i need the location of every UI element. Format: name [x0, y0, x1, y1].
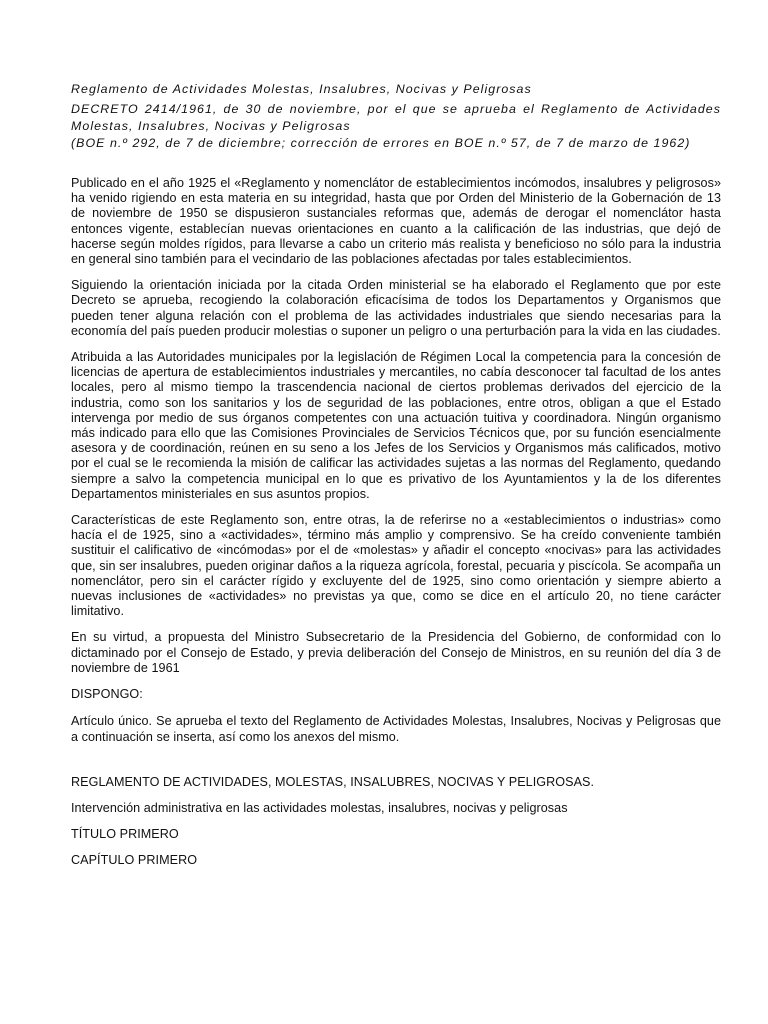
articulo-unico: Artículo único. Se aprueba el texto del Reglamento de Actividades Molestas, Insalubres, Nocivas y Peligrosas que a continuación se inserta, así como los anexos del mismo. — [71, 714, 721, 744]
document-page — [71, 81, 721, 880]
dispongo-heading: DISPONGO: — [71, 687, 143, 702]
document-title: Reglamento de Actividades Molestas, Insalubres, Nocivas y Peligrosas — [71, 82, 532, 96]
boe-reference: (BOE n.º 292, de 7 de diciembre; corrección de errores en BOE n.º 57, de 7 de marzo de 1962) — [71, 136, 691, 150]
paragraph-5: En su virtud, a propuesta del Ministro Subsecretario de la Presidencia del Gobierno, de conformidad con lo dictaminado por el Consejo de Estado, y previa deliberación del Consejo de Ministros, en su reunión del día 3 de noviembre de 1961 — [71, 630, 721, 675]
document-body — [71, 176, 721, 869]
titulo-heading: TÍTULO PRIMERO — [71, 827, 179, 842]
paragraph-1: Publicado en el año 1925 el «Reglamento y nomenclátor de establecimientos incómodos, insalubres y peligrosos» ha venido rigiendo en esta materia en su integridad, hasta que por Orden del Ministerio de la Gobernación de 13 de noviembre de 1950 se dispusieron sustanciales reformas que, además de derogar el nomenclátor hasta entonces vigente, establecían nuevas orientaciones en cuanto a la calificación de las industrias, que dejó de hacerse según moldes rígidos, para llevarse a cabo un criterio más realista y beneficioso no sólo para la industria en general sino también para el vecindario de las poblaciones afectadas por tales establecimientos. — [71, 176, 721, 267]
reglamento-subtitle: Intervención administrativa en las actividades molestas, insalubres, nocivas y peligrosas — [71, 800, 568, 815]
document-header — [71, 81, 721, 152]
reglamento-title: REGLAMENTO DE ACTIVIDADES, MOLESTAS, INSALUBRES, NOCIVAS Y PELIGROSAS. — [71, 774, 595, 789]
capitulo-heading: CAPÍTULO PRIMERO — [71, 853, 198, 868]
decree-heading: DECRETO 2414/1961, de 30 de noviembre, por el que se aprueba el Reglamento de Actividades Molestas, Insalubres, Nocivas y Peligrosas — [71, 102, 721, 133]
paragraph-3: Atribuida a las Autoridades municipales por la legislación de Régimen Local la competencia para la concesión de licencias de apertura de establecimientos industriales y mercantiles, no cabía desconocer tal facultad de los antes locales, pero al mismo tiempo la trascendencia nacional de ciertos problemas derivados del ejercicio de la industria, como son los sanitarios y los de seguridad de las poblaciones, entre otros, obligan a que el Estado intervenga por medio de sus órganos competentes con una actuación tuitiva y coordinadora. Ningún organismo más indicado para ello que las Comisiones Provinciales de Servicios Técnicos que, por su función esencialmente asesora y de coordinación, reúnen en su seno a los Jefes de los Servicios y Organismos más calificados, motivo por el cual se le recomienda la misión de calificar las actividades sujetas a las normas del Reglamento, quedando siempre a salvo la competencia municipal en lo que es privativo de los Ayuntamientos y la de los diferentes Departamentos ministeriales en sus asuntos propios. — [71, 350, 721, 501]
paragraph-2: Siguiendo la orientación iniciada por la citada Orden ministerial se ha elaborado el Reglamento que por este Decreto se aprueba, recogiendo la colaboración eficacísima de todos los Departamentos y Organismos que pueden tener alguna relación con el problema de las actividades industriales que siendo necesarias para la economía del país pueden producir molestias o suponer un peligro o una perturbación para la vida en las ciudades. — [71, 278, 721, 338]
paragraph-4: Características de este Reglamento son, entre otras, la de referirse no a «establecimientos o industrias» como hacía el de 1925, sino a «actividades», término más amplio y comprensivo. Se ha creído conveniente también sustituir el calificativo de «incómodas» por el de «molestas» y añadir el concepto «nocivas» para las actividades que, sin ser insalubres, pueden originar daños a la riqueza agrícola, forestal, pecuaria y piscícola. Se acompaña un nomenclátor, pero sin el carácter rígido y excluyente del de 1925, sino como orientación y siempre abierto a nuevas inclusiones de «actividades» no previstas ya que, como se dice en el artículo 20, no tiene carácter limitativo. — [71, 513, 721, 619]
